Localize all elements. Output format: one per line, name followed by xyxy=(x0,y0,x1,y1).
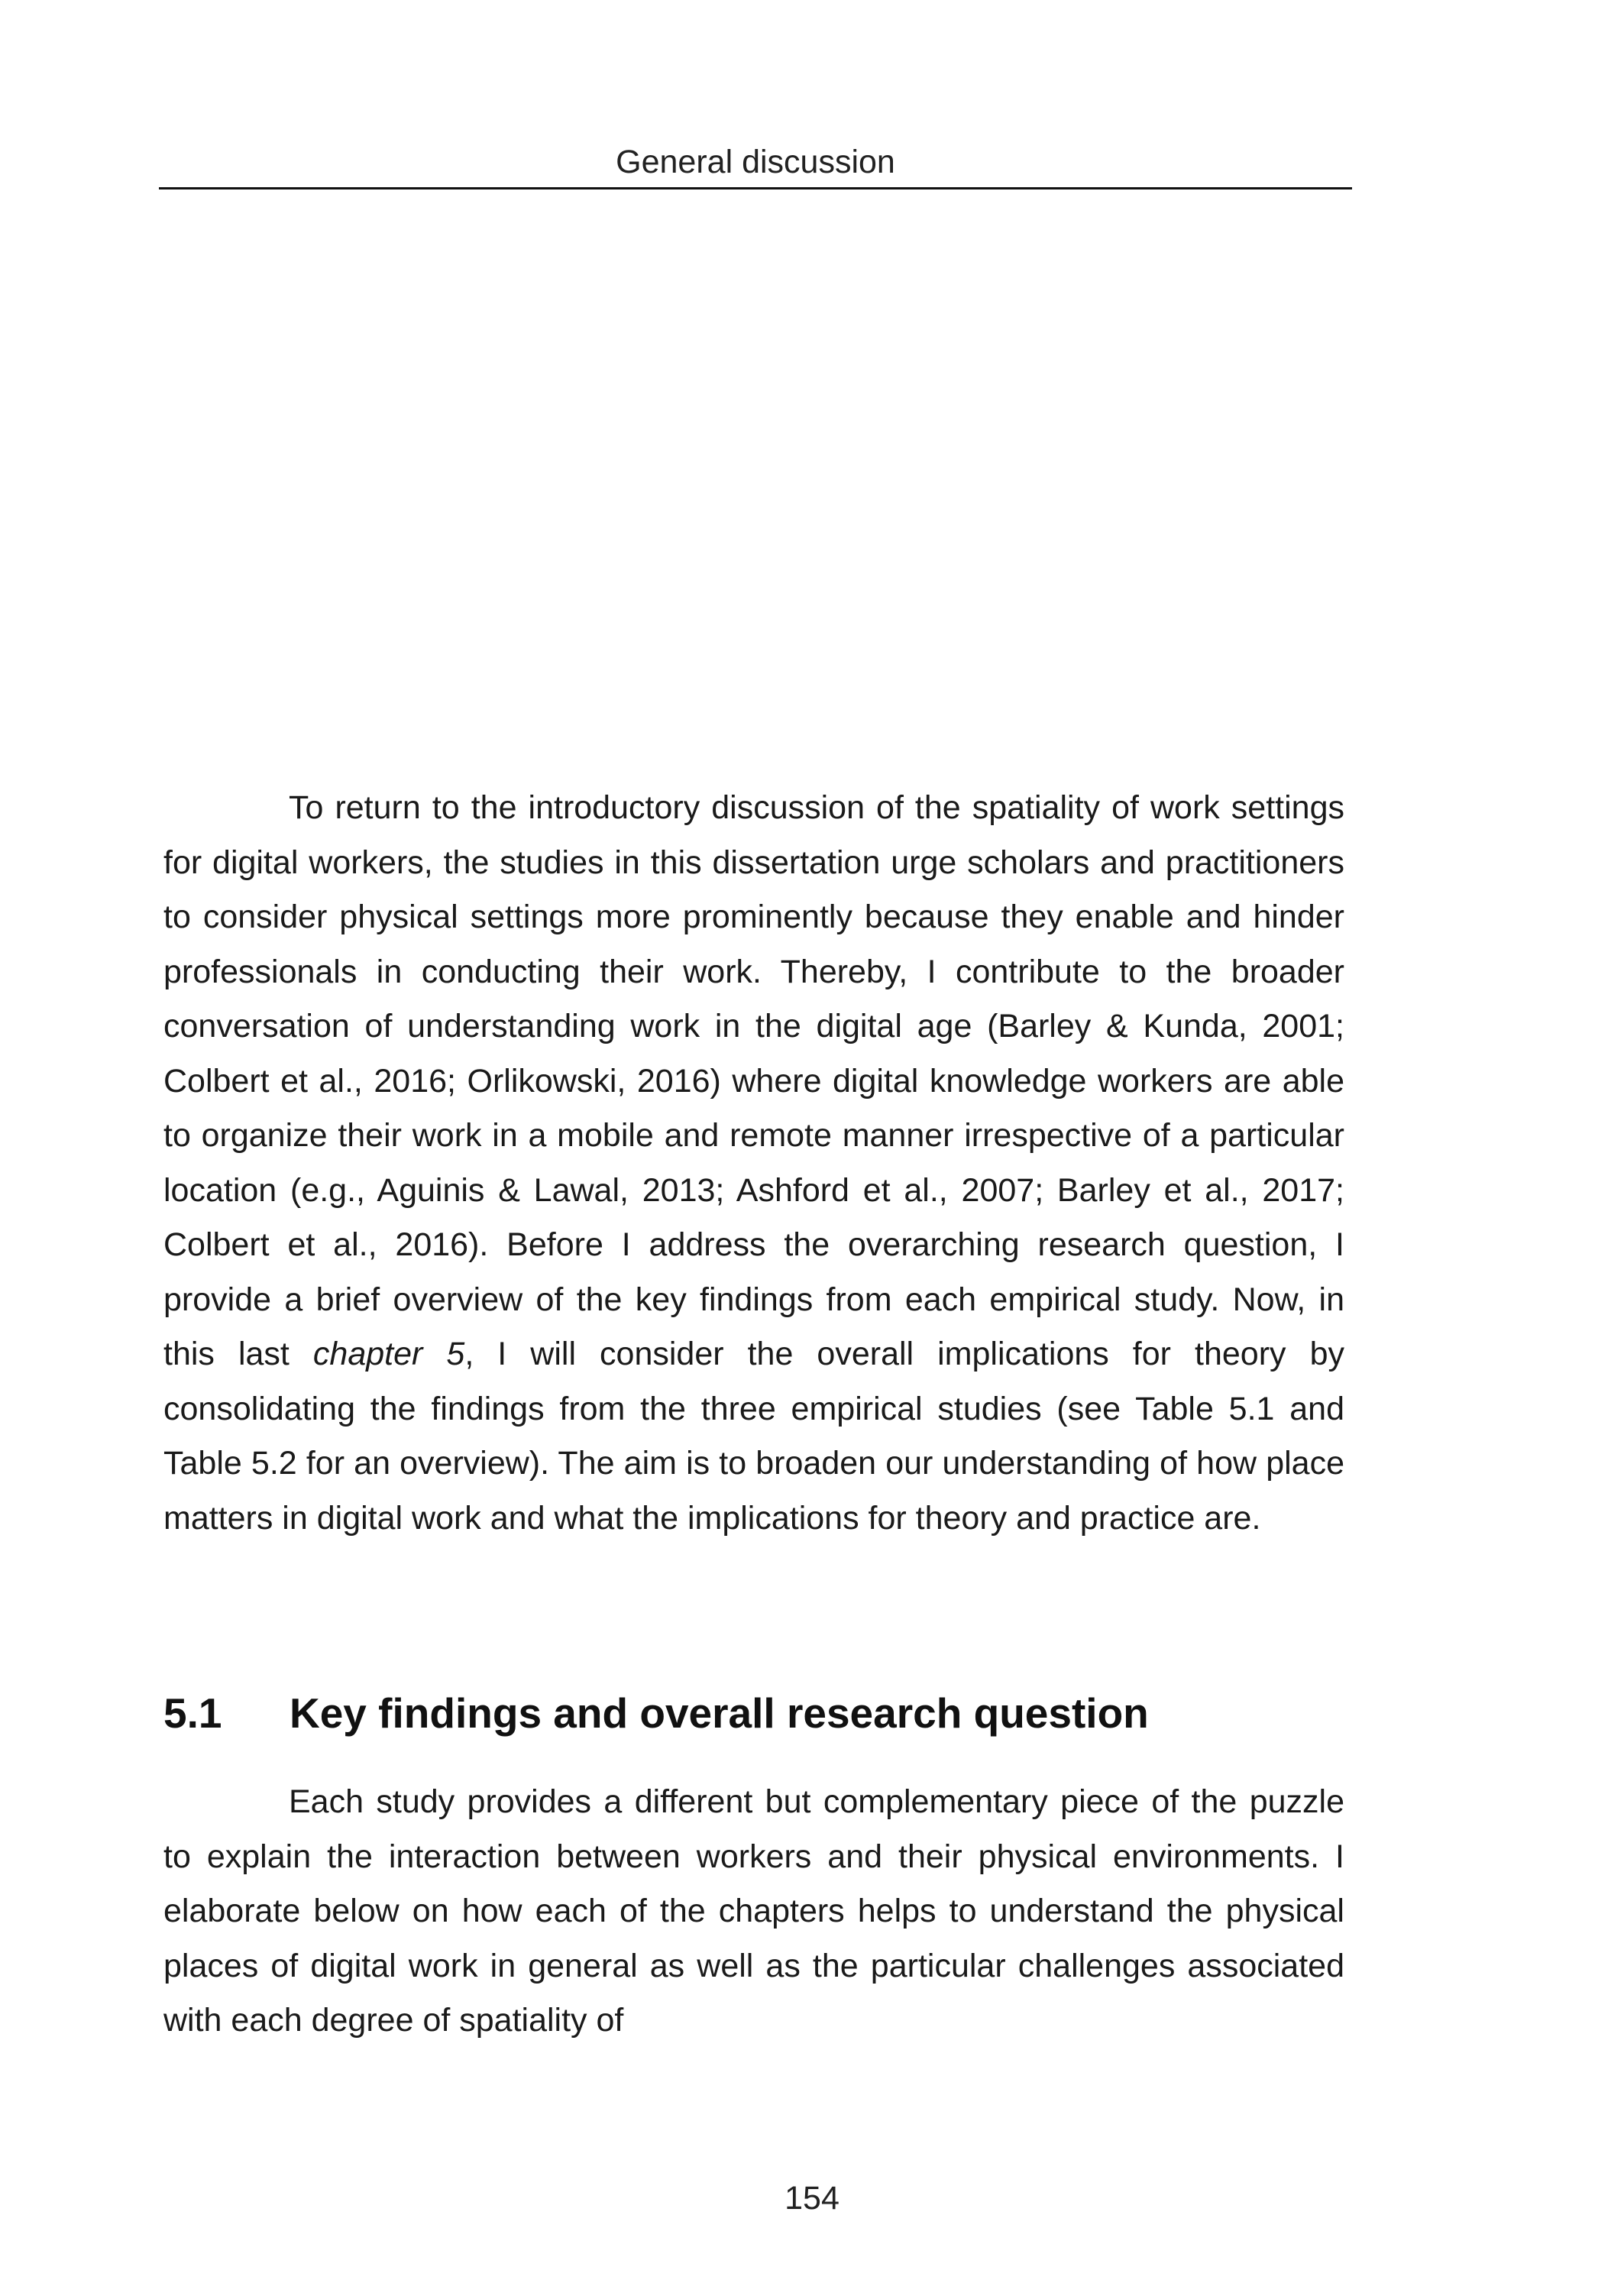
running-header: General discussion xyxy=(616,144,895,180)
section-heading xyxy=(163,1686,1149,1740)
intro-text-part-2: , I will consider the overall implications for theory by consolidating the findings from the three empirical studies (see Table 5.1 and Table 5.2 for an overview). The aim is to broaden our understanding of how place matters in digital work and what the implications for theory and practice are. xyxy=(163,1336,1344,1537)
intro-paragraph xyxy=(163,781,1344,1546)
section-number: 5.1 xyxy=(163,1689,222,1737)
section-title: Key findings and overall research question xyxy=(290,1689,1149,1737)
chapter-reference: chapter 5 xyxy=(312,1336,465,1372)
key-findings-text: Each study provides a different but complementary piece of the puzzle to explain the interaction between workers and their physical environments. I elaborate below on how each of the chapters helps to understand the physical places of digital work in general as well as the particular challenges associated with each degree of spatiality of xyxy=(163,1783,1344,2039)
intro-text-part-1: To return to the introductory discussion of the spatiality of work settings for digital workers, the studies in this dissertation urge scholars and practitioners to consider physical settings more prominently because they enable and hinder professionals in conducting their work. Thereby, I contribute to the broader conversation of understanding work in the digital age (Barley & Kunda, 2001; Colbert et al., 2016; Orlikowski, 2016) where digital knowledge workers are able to organize their work in a mobile and remote manner irrespective of a particular location (e.g., Aguinis & Lawal, 2013; Ashford et al., 2007; Barley et al., 2017; Colbert et al., 2016). Before I address the overarching research question, I provide a brief overview of the key findings from each empirical study. Now, in this last xyxy=(163,789,1344,1372)
page-number: 154 xyxy=(785,2180,839,2217)
key-findings-paragraph xyxy=(163,1775,1344,2048)
header-rule xyxy=(159,187,1352,189)
